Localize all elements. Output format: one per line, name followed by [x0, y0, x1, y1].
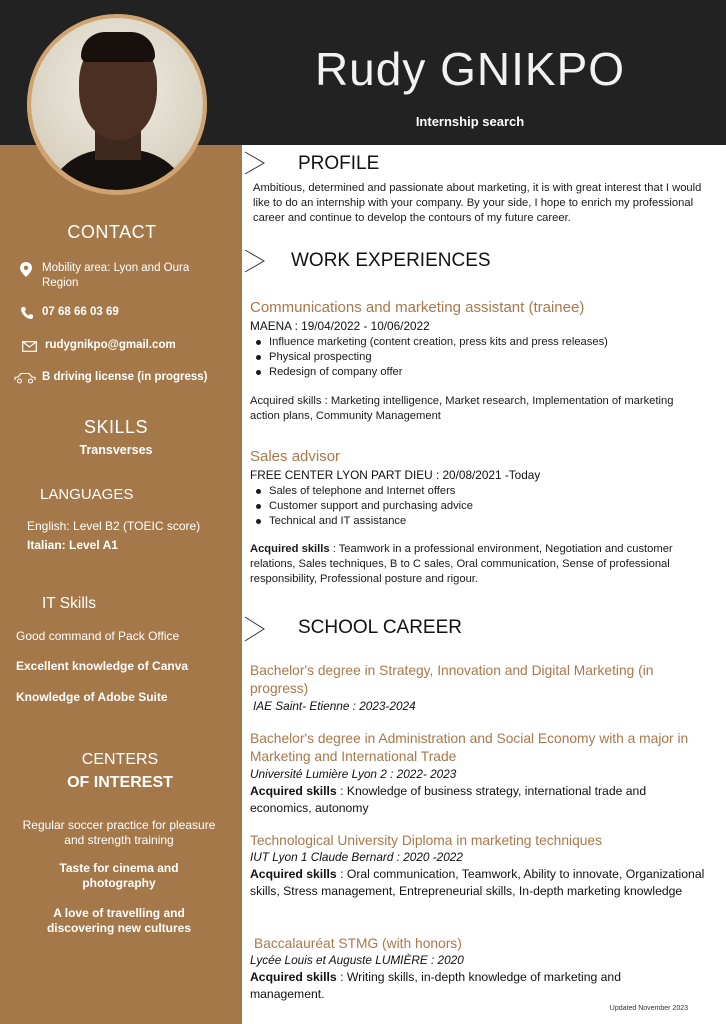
interest-item: A love of travelling and discovering new cultures [46, 906, 192, 935]
car-icon [14, 372, 36, 384]
phone-icon [20, 306, 34, 320]
header-subtitle: Internship search [415, 114, 525, 129]
job-skills: Acquired skills : Marketing intelligence, Market research, Implementation of marketing action plans, Community Management [250, 395, 674, 422]
education-school: IUT Lyon 1 Claude Bernard : 2020 -2022 [250, 850, 463, 864]
it-skill-item: Excellent knowledge of Canva [16, 659, 189, 673]
education-title: Bachelor's degree in Administration and Social Economy with a major in Marketing and International Trade [250, 731, 689, 764]
job-meta: FREE CENTER LYON PART DIEU : 20/08/2021 -Today [250, 468, 541, 482]
job-bullets [250, 335, 710, 380]
skills-heading: SKILLS [83, 417, 149, 437]
list-item: Influence marketing (content creation, press kits and press releases) [250, 335, 710, 350]
list-item: Sales of telephone and Internet offers [250, 484, 710, 499]
skills-label: Acquired skills [250, 867, 337, 881]
it-skills-heading: IT Skills [42, 595, 96, 612]
job-skills [250, 542, 705, 587]
skills-text: : Oral communication, Teamwork, Ability to innovate, Organizational skills, Stress management, Entrepreneurial skills, In-depth marketing knowledge [250, 867, 705, 898]
education-skills [250, 866, 710, 899]
skills-text: : Knowledge of business strategy, international trade and economics, autonomy [250, 784, 647, 815]
sidebar [0, 145, 242, 1024]
contact-email [22, 338, 176, 353]
experience-heading: WORK EXPERIENCES [291, 250, 491, 271]
job-bullets [250, 484, 710, 529]
skills-text: : Teamwork in a professional environment, Negotiation and customer relations, Sales techniques, B to C sales, Oral communication, Sense of professional responsibility, Professional posture and rigour. [250, 543, 673, 585]
languages-heading: LANGUAGES [40, 486, 134, 503]
list-item: Physical prospecting [250, 350, 710, 365]
skills-text: : Writing skills, in-depth knowledge of marketing and management. [250, 970, 621, 1001]
skills-subheading: Transverses [79, 443, 153, 457]
profile-photo-portrait [27, 14, 207, 194]
contact-mobility [20, 261, 220, 291]
job-title: Sales advisor [250, 448, 341, 465]
language-english: English: Level B2 (TOEIC score) [27, 519, 201, 533]
interest-item: Regular soccer practice for pleasure and strength training [22, 818, 216, 847]
profile-heading: PROFILE [298, 153, 380, 174]
phone-text[interactable]: 07 68 66 03 69 [42, 306, 119, 318]
section-arrow-icon [244, 616, 266, 642]
section-arrow-icon [244, 151, 266, 175]
location-pin-icon [20, 262, 32, 277]
job-meta: MAENA : 19/04/2022 - 10/06/2022 [250, 319, 430, 333]
interests-heading-line1: CENTERS [81, 751, 159, 768]
skills-label: Acquired skills [250, 543, 330, 555]
list-item: Customer support and purchasing advice [250, 499, 710, 514]
license-text: B driving license (in progress) [42, 371, 208, 383]
candidate-name: Rudy GNIKPO [314, 43, 626, 95]
contact-license [14, 370, 208, 385]
education-skills [250, 969, 695, 1002]
language-italian: Italian: Level A1 [27, 538, 118, 552]
contact-phone [20, 305, 119, 320]
interest-item: Taste for cinema and photography [59, 861, 179, 890]
education-heading: SCHOOL CAREER [298, 617, 462, 638]
education-school: Lycée Louis et Auguste LUMIÈRE : 2020 [250, 953, 464, 967]
it-skill-item: Knowledge of Adobe Suite [16, 690, 168, 704]
education-title: Technological University Diploma in marketing techniques [250, 833, 602, 848]
education-title: Baccalauréat STMG (with honors) [254, 936, 462, 951]
education-skills [250, 783, 710, 816]
education-school: Université Lumière Lyon 2 : 2022- 2023 [250, 767, 457, 781]
skills-label: Acquired skills [250, 784, 337, 798]
list-item: Redesign of company offer [250, 365, 710, 380]
list-item: Technical and IT assistance [250, 514, 710, 529]
it-skill-item: Good command of Pack Office [16, 629, 180, 643]
contact-heading: CONTACT [67, 222, 157, 242]
education-title: Bachelor's degree in Strategy, Innovation and Digital Marketing (in progress) [250, 663, 654, 696]
education-school: IAE Saint- Etienne : 2023-2024 [253, 699, 416, 713]
interests-heading-line2: OF INTEREST [67, 774, 173, 791]
skills-label: Acquired skills [250, 970, 337, 984]
mobility-text: Mobility area: Lyon and Oura Region [42, 262, 190, 289]
profile-text: Ambitious, determined and passionate about marketing, it is with great interest that I would like to do an internship with your company. By your side, I hope to enrich my professional career and continue to develop the contours of my future career. [253, 182, 702, 224]
envelope-icon [22, 341, 37, 352]
updated-date: Updated November 2023 [609, 1005, 688, 1012]
section-arrow-icon [244, 249, 266, 273]
email-text[interactable]: rudygnikpo@gmail.com [45, 339, 176, 351]
job-title: Communications and marketing assistant (trainee) [250, 299, 585, 316]
